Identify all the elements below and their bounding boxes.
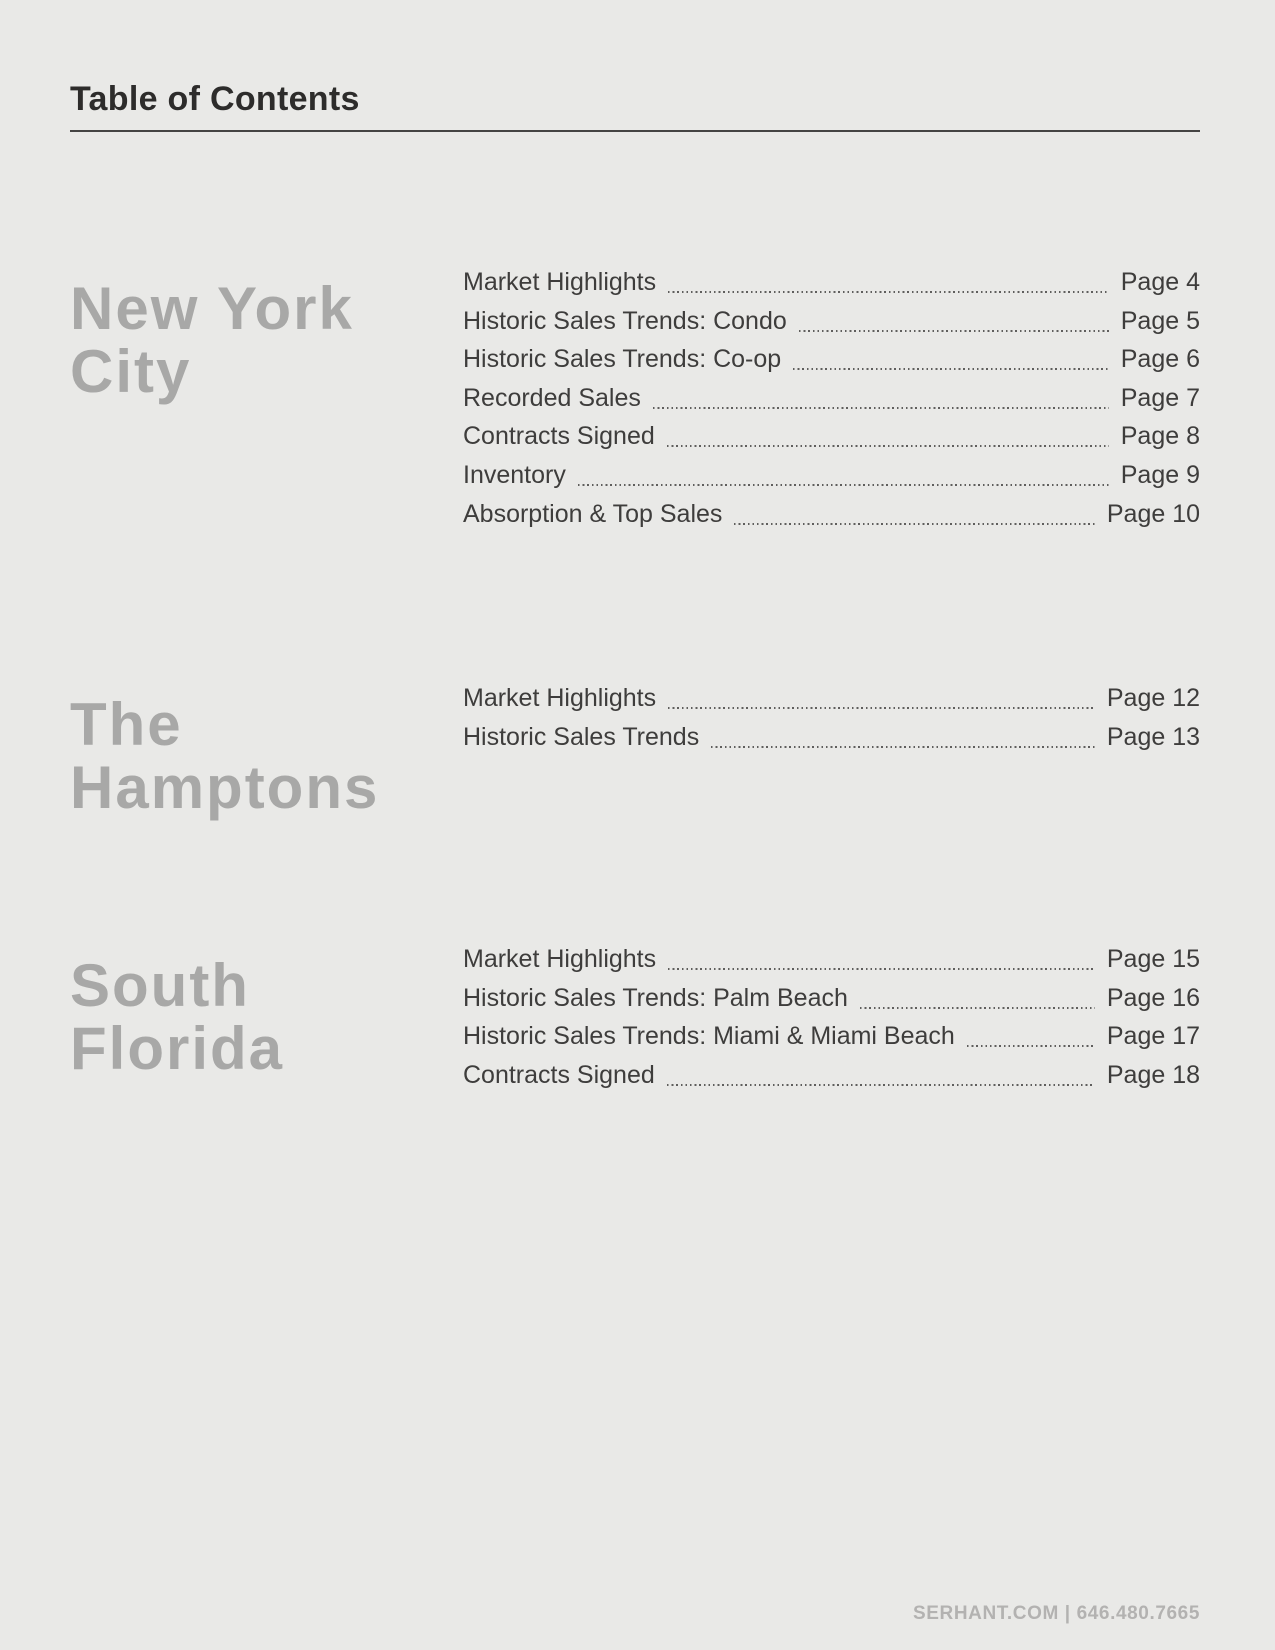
toc-entry	[463, 940, 1200, 979]
toc-entry-page: Page 17	[1106, 1022, 1200, 1051]
toc-leader-dots	[668, 707, 1095, 709]
toc-entry	[463, 340, 1200, 379]
toc-section-the-hamptons	[70, 679, 1200, 822]
toc-entry	[463, 302, 1200, 341]
toc-entry-page: Page 12	[1106, 684, 1200, 713]
section-heading	[70, 940, 463, 1083]
toc-entry-label: Market Highlights	[463, 684, 657, 713]
section-heading-line: The	[70, 691, 183, 759]
page-header	[70, 82, 1200, 132]
section-entries	[463, 940, 1200, 1094]
toc-entry-label: Market Highlights	[463, 945, 657, 974]
toc-entry-label: Historic Sales Trends	[463, 722, 700, 751]
toc-leader-dots	[668, 291, 1109, 293]
toc-entry	[463, 495, 1200, 534]
toc-entry-label: Historic Sales Trends: Co-op	[463, 345, 782, 374]
toc-entry	[463, 456, 1200, 495]
toc-entry	[463, 1017, 1200, 1056]
title-divider	[70, 130, 1200, 132]
toc-entry-page: Page 5	[1120, 306, 1200, 335]
toc-entry-page: Page 13	[1106, 722, 1200, 751]
toc-entry-page: Page 9	[1120, 460, 1200, 489]
toc-entry-label: Absorption & Top Sales	[463, 499, 723, 528]
toc-entry-label: Contracts Signed	[463, 422, 655, 451]
toc-entry-page: Page 6	[1120, 345, 1200, 374]
toc-entry-label: Historic Sales Trends: Palm Beach	[463, 983, 848, 1012]
section-entries	[463, 679, 1200, 756]
toc-leader-dots	[711, 746, 1095, 748]
toc-entry-page: Page 16	[1106, 983, 1200, 1012]
toc-entry	[463, 379, 1200, 418]
section-heading-line: New York	[70, 275, 354, 342]
toc-entry	[463, 718, 1200, 757]
toc-leader-dots	[667, 445, 1109, 447]
section-heading-line: Hamptons	[70, 754, 380, 822]
toc-section-south-florida	[70, 940, 1200, 1094]
toc-entry-page: Page 10	[1106, 499, 1200, 528]
page-title: Table of Contents	[70, 80, 360, 118]
toc-leader-dots	[668, 968, 1095, 970]
toc-sections	[70, 263, 1200, 1095]
toc-leader-dots	[667, 1084, 1095, 1086]
toc-entry-page: Page 4	[1120, 268, 1200, 296]
toc-leader-dots	[578, 484, 1109, 486]
section-entries	[463, 263, 1200, 533]
toc-entry-label: Inventory	[463, 460, 566, 489]
toc-leader-dots	[799, 330, 1109, 332]
toc-entry	[463, 679, 1200, 718]
toc-entry-label: Market Highlights	[463, 268, 657, 296]
section-heading-line: Florida	[70, 1015, 285, 1083]
toc-entry	[463, 979, 1200, 1018]
section-heading-line: South	[70, 952, 250, 1020]
toc-entry-label: Recorded Sales	[463, 383, 641, 412]
toc-entry-label: Historic Sales Trends: Miami & Miami Beach	[463, 1022, 955, 1051]
section-heading	[70, 263, 463, 403]
toc-entry-page: Page 18	[1106, 1060, 1200, 1089]
section-heading	[70, 679, 463, 822]
toc-leader-dots	[734, 523, 1094, 525]
toc-leader-dots	[793, 368, 1109, 370]
section-heading-line: City	[70, 338, 192, 405]
toc-entry	[463, 417, 1200, 456]
toc-entry-page: Page 8	[1120, 422, 1200, 451]
toc-leader-dots	[653, 407, 1109, 409]
toc-leader-dots	[860, 1007, 1095, 1009]
toc-entry-label: Contracts Signed	[463, 1060, 655, 1089]
toc-leader-dots	[967, 1045, 1095, 1047]
toc-entry-page: Page 7	[1120, 383, 1200, 412]
page-footer	[913, 1603, 1200, 1625]
toc-entry	[463, 263, 1200, 302]
footer-contact: SERHANT.COM | 646.480.7665	[912, 1603, 1200, 1624]
toc-section-new-york-city	[70, 263, 1200, 533]
toc-entry	[463, 1056, 1200, 1095]
toc-entry-page: Page 15	[1106, 945, 1200, 974]
toc-entry-label: Historic Sales Trends: Condo	[463, 306, 787, 335]
